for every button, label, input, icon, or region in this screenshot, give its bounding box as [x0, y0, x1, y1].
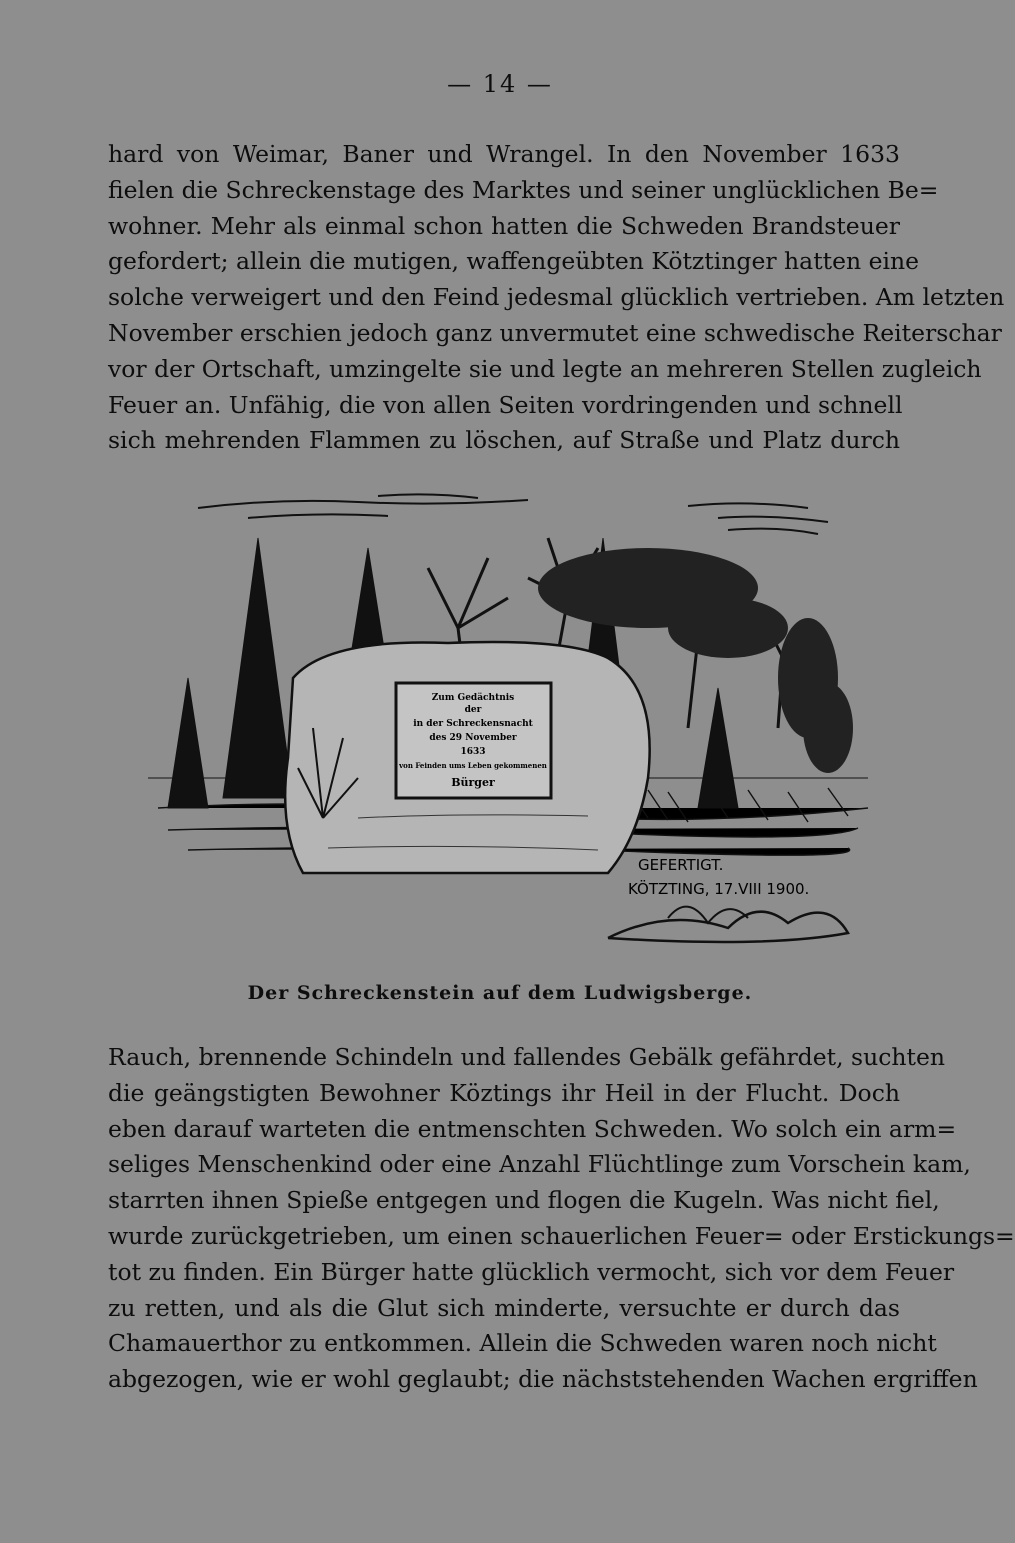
plaque-line: der [464, 705, 482, 715]
text-line: starrten ihnen Spieße entgegen und flogen die Kugeln. Was nicht fiel, [108, 1186, 940, 1215]
text-line: wurde zurückgetrieben, um einen schauerlichen Feuer= oder Erstickungs= [108, 1221, 1015, 1250]
figure-caption: Der Schreckenstein auf dem Ludwigsberge. [247, 982, 753, 1004]
text-line: gefordert; allein die mutigen, waffengeübten Kötztinger hatten eine [108, 247, 920, 276]
text-line: Rauch, brennende Schindeln und fallendes Gebälk gefährdet, suchten [108, 1043, 945, 1071]
text-line: solche verweigert und den Feind jedesmal glücklich vertrieben. Am letzten [108, 283, 1005, 312]
text-line: die geängstigten Bewohner Köztings ihr Heil in der Flucht. Doch [108, 1078, 900, 1107]
plaque-line: 1633 [460, 747, 486, 757]
text-line: hard von Weimar, Baner und Wrangel. In den November 1633 [108, 140, 900, 168]
sky-lines [198, 494, 828, 534]
signature-block [608, 856, 848, 942]
text-line: abgezogen, wie er wohl geglaubt; die nächststehenden Wachen ergriffen [108, 1365, 978, 1394]
text-line: tot zu finden. Ein Bürger hatte glücklich vermocht, sich vor dem Feuer [108, 1257, 955, 1286]
plaque-line: Zum Gedächtnis [431, 693, 515, 703]
text-line: sich mehrenden Flammen zu löschen, auf Straße und Platz durch [108, 426, 900, 455]
memorial-plaque [396, 683, 551, 798]
plaque-line: des 29 November [429, 733, 517, 743]
text-line: November erschien jedoch ganz unvermutet eine schwedische Reiterschar [108, 318, 1002, 347]
text-line: eben darauf warteten die entmenschten Schweden. Wo solch ein arm= [108, 1114, 957, 1143]
body-text-bottom [108, 1040, 1015, 1398]
text-line: vor der Ortschaft, umzingelte sie und legte an mehreren Stellen zugleich [108, 354, 982, 383]
text-line: seliges Menschenkind oder eine Anzahl Flüchtlinge zum Vorschein kam, [108, 1150, 971, 1179]
text-line: zu retten, und als die Glut sich minderte, versuchte er durch das [108, 1293, 900, 1322]
body-text-top [108, 137, 1005, 459]
text-line: Chamauerthor zu entkommen. Allein die Schweden waren noch nicht [108, 1329, 937, 1358]
text-line: Feuer an. Unfähig, die von allen Seiten vordringenden und schnell [108, 390, 903, 419]
plaque-line: in der Schreckensnacht [413, 719, 533, 729]
illustration-schreckenstein [128, 478, 888, 948]
page-number: — 14 — [447, 70, 553, 98]
text-line: wohner. Mehr als einmal schon hatten die Schweden Brandsteuer [108, 211, 900, 240]
signature-note-line: KÖTZTING, 17.VIII 1900. [628, 880, 810, 898]
text-line: fielen die Schreckenstage des Marktes und seiner unglücklichen Be= [108, 175, 939, 204]
plaque-line: von Feinden ums Leben gekommenen [399, 761, 547, 770]
signature-note-line: GEFERTIGT. [638, 856, 724, 874]
plaque-line: Bürger [451, 776, 495, 789]
